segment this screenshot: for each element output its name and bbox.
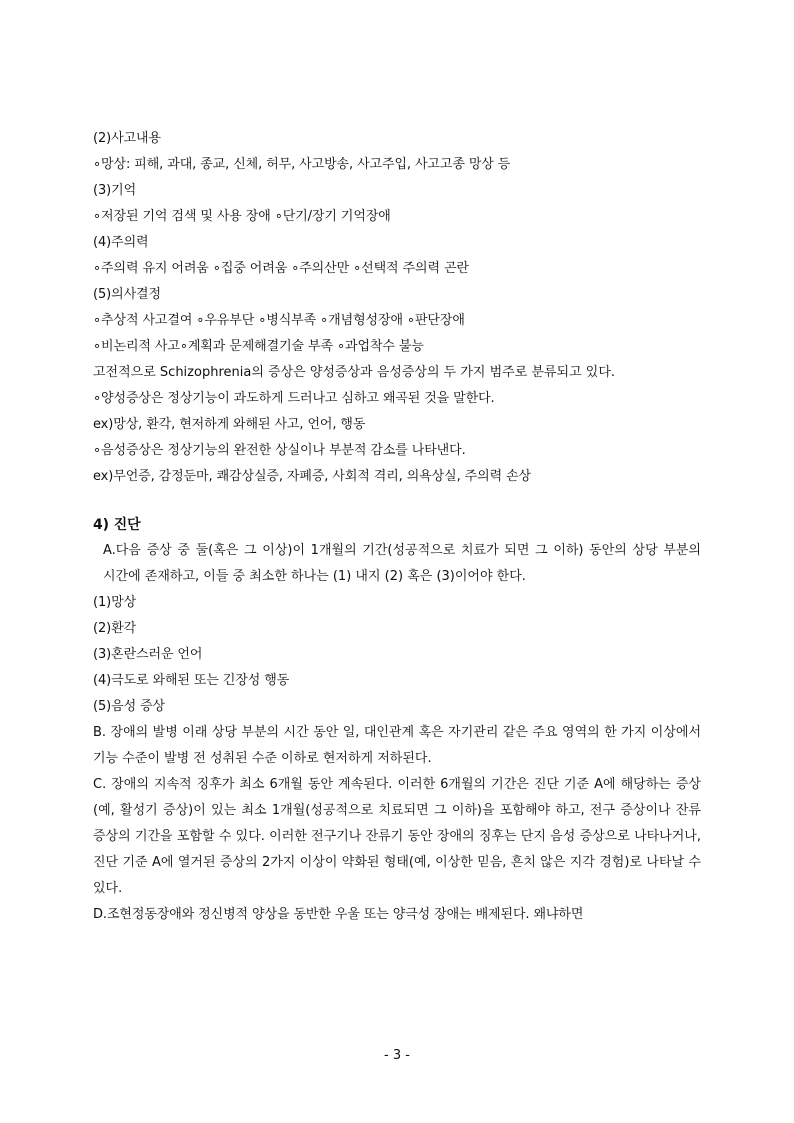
diagnosis-heading: 4) 진단 [93,517,141,533]
criterion-c: C. 장애의 지속적 징후가 최소 6개월 동안 계속된다. 이러한 6개월의 기간은 진단 기준 A에 해당하는 증상(예, 활성기 증상)이 있는 최소 1개월(성공적으로 치료되면 그 이하)을 포함해야 하고, 전구 증상이나 잔류 증상의 기간을 포함할 수 있다. 이러한 전구기나 잔류기 동안 장애의 징후는 단지 음성 증상으로 나타나거나, 진단 기준 A에 열거된 증상의 2가지 이상이 약화된 형태(예, 이상한 믿음, 흔치 않은 지각 경험)로 나타날 수 있다. [93,777,701,896]
criterion-a-list-item: (5)음성 증상 [93,699,165,714]
memory-item: ∘저장된 기억 검색 및 사용 장애 ∘단기/장기 기억장애 [93,209,391,224]
criterion-a-list-item: (3)혼란스러운 언어 [93,647,203,662]
criterion-a-list-item: (4)극도로 와해된 또는 긴장성 행동 [93,673,290,688]
negative-symptom-examples: ex)무언증, 감정둔마, 쾌감상실증, 자폐증, 사회적 격리, 의욕상실, 주의력 손상 [93,469,531,484]
section-title-decision-making: (5)의사결정 [93,287,161,302]
criterion-b: B. 장애의 발병 이래 상당 부분의 시간 동안 일, 대인관계 혹은 자기관리 같은 주요 영역의 한 가지 이상에서 기능 수준이 발병 전 성취된 수준 이하로 현저하게 저하된다. [93,725,701,766]
positive-symptom-definition: ∘양성증상은 정상기능이 과도하게 드러나고 심하고 왜곡된 것을 말한다. [93,391,495,406]
negative-symptom-definition: ∘음성증상은 정상기능의 완전한 상실이나 부분적 감소를 나타낸다. [93,443,466,458]
positive-symptom-examples: ex)망상, 환각, 현저하게 와해된 사고, 언어, 행동 [93,417,366,432]
section-gap [93,490,701,512]
criterion-d: D.조현정동장애와 정신병적 양상을 동반한 우울 또는 양극성 장애는 배제된다. 왜냐하면 [93,907,584,922]
page-content [93,126,701,928]
criterion-a-list-item: (1)망상 [93,595,137,610]
section-title-thought-content: (2)사고내용 [93,131,161,146]
criterion-a-list-item: (2)환각 [93,621,137,636]
section-title-attention: (4)주의력 [93,235,149,250]
page-number: - 3 - [384,1048,410,1063]
decision-making-item-2: ∘비논리적 사고∘계획과 문제해결기술 부족 ∘과업착수 불능 [93,339,424,354]
classification-paragraph: 고전적으로 Schizophrenia의 증상은 양성증상과 음성증상의 두 가지 범주로 분류되고 있다. [93,365,616,380]
thought-content-item: ∘망상: 피해, 과대, 종교, 신체, 허무, 사고방송, 사고주입, 사고고종 망상 등 [93,157,511,172]
section-title-memory: (3)기억 [93,183,137,198]
attention-item: ∘주의력 유지 어려움 ∘집중 어려움 ∘주의산만 ∘선택적 주의력 곤란 [93,261,469,276]
criterion-a: A.다음 증상 중 둘(혹은 그 이상)이 1개월의 기간(성공적으로 치료가 되면 그 이하) 동안의 상당 부분의 시간에 존재하고, 이들 중 최소한 하나는 (1) 내지 (2) 혹은 (3)이어야 한다. [103,543,701,584]
decision-making-item-1: ∘추상적 사고결여 ∘우유부단 ∘병식부족 ∘개념형성장애 ∘판단장애 [93,313,465,328]
